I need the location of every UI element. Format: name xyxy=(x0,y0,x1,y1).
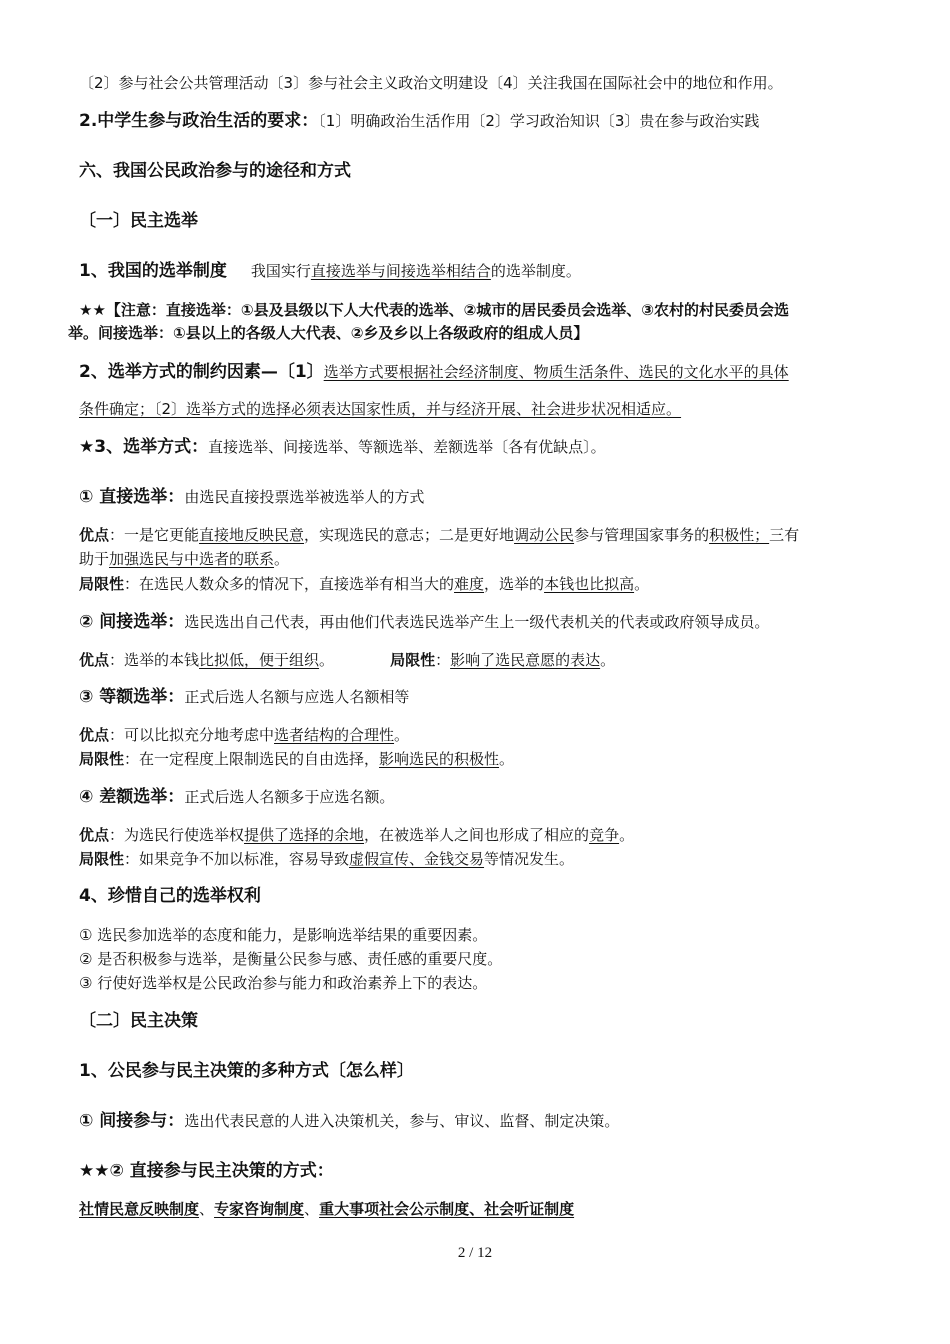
list-item: ② 是否积极参与选举，是衡量公民参与感、责任感的重要尺度。 xyxy=(79,950,503,968)
section-heading: 六、我国公民政治参与的途径和方式 xyxy=(79,161,351,181)
section-heading: 1、我国的选举制度 xyxy=(79,261,227,281)
text-line: 社情民意反映制度、专家咨询制度、重大事项社会公示制度、社会听证制度 xyxy=(79,1200,575,1218)
text-line: ① 直接选举：由选民直接投票选举被选举人的方式 xyxy=(79,487,425,507)
section-heading: 2.中学生参与政治生活的要求： xyxy=(79,111,319,131)
text-line: 2、选举方式的制约因素—〔1〕选举方式要根据社会经济制度、物质生活条件、选民的文化水平的具体 xyxy=(79,362,789,382)
section-heading: ③ 等额选举： xyxy=(79,687,185,707)
note-line: 举。间接选举：①县以上的各级人大代表、②乡及乡以上各级政府的组成人员】 xyxy=(68,324,589,342)
page-number: 2 / 12 xyxy=(457,1245,493,1261)
section-heading: 2、选举方式的制约因素—〔1〕 xyxy=(79,362,324,382)
text-line: 局限性：如果竞争不加以标准，容易导致虚假宣传、金钱交易等情况发生。 xyxy=(79,850,575,868)
text-line: 1、我国的选举制度 我国实行直接选举与间接选举相结合的选举制度。 xyxy=(79,261,581,281)
text-line: 条件确定；〔2〕选举方式的选择必须表达国家性质，并与经济开展、社会进步状况相适应。 xyxy=(79,400,682,418)
text-line: 助于加强选民与中选者的联系。 xyxy=(79,550,290,568)
section-heading: ① 间接参与： xyxy=(79,1111,185,1131)
text-line: ② 间接选举：选民选出自己代表，再由他们代表选民选举产生上一级代表机关的代表或政府领导成员。 xyxy=(79,612,770,632)
section-heading: ④ 差额选举： xyxy=(79,787,185,807)
text-line: 优点：为选民行使选举权提供了选择的余地，在被选举人之间也形成了相应的竞争。 xyxy=(79,826,635,844)
section-heading: 〔一〕民主选举 xyxy=(79,211,198,231)
section-heading: ① 直接选举： xyxy=(79,487,185,507)
text-line: 优点：选举的本钱比拟低，便于组织。 局限性：影响了选民意愿的表达。 xyxy=(79,651,616,669)
list-item: ① 选民参加选举的态度和能力，是影响选举结果的重要因素。 xyxy=(79,926,488,944)
text-line: 优点：一是它更能直接地反映民意，实现选民的意志；二是更好地调动公民参与管理国家事务的积极性；三有 xyxy=(79,526,800,544)
section-heading: ★3、选举方式： xyxy=(79,437,209,457)
text-line: ① 间接参与：选出代表民意的人进入决策机关，参与、审议、监督、制定决策。 xyxy=(79,1111,620,1131)
note-line: ★★【注意：直接选举：①县及县级以下人大代表的选举、②城市的居民委员会选举、③农村的村民委员会选 xyxy=(79,301,789,319)
list-item: ③ 行使好选举权是公民政治参与能力和政治素养上下的表达。 xyxy=(79,974,488,992)
section-heading: 〔二〕民主决策 xyxy=(79,1011,198,1031)
text-line: 〔2〕参与社会公共管理活动〔3〕参与社会主义政治文明建设〔4〕关注我国在国际社会中的地位和作用。 xyxy=(79,74,783,92)
section-heading: ★★② 直接参与民主决策的方式： xyxy=(79,1161,334,1181)
section-heading: 1、公民参与民主决策的多种方式〔怎么样〕 xyxy=(79,1061,414,1081)
text-line: 2.中学生参与政治生活的要求：〔1〕明确政治生活作用〔2〕学习政治知识〔3〕贵在参与政治实践 xyxy=(79,111,760,131)
section-heading: 4、珍惜自己的选举权利 xyxy=(79,886,261,906)
text-line: ★3、选举方式：直接选举、间接选举、等额选举、差额选举〔各有优缺点〕。 xyxy=(79,437,606,457)
text-line: 局限性：在选民人数众多的情况下，直接选举有相当大的难度，选举的本钱也比拟高。 xyxy=(79,575,650,593)
section-heading: ② 间接选举： xyxy=(79,612,185,632)
text-line: ④ 差额选举：正式后选人名额多于应选名额。 xyxy=(79,787,395,807)
text-line: 局限性：在一定程度上限制选民的自由选择，影响选民的积极性。 xyxy=(79,750,515,768)
text-line: 优点：可以比拟充分地考虑中选者结构的合理性。 xyxy=(79,726,410,744)
text-line: ③ 等额选举：正式后选人名额与应选人名额相等 xyxy=(79,687,410,707)
